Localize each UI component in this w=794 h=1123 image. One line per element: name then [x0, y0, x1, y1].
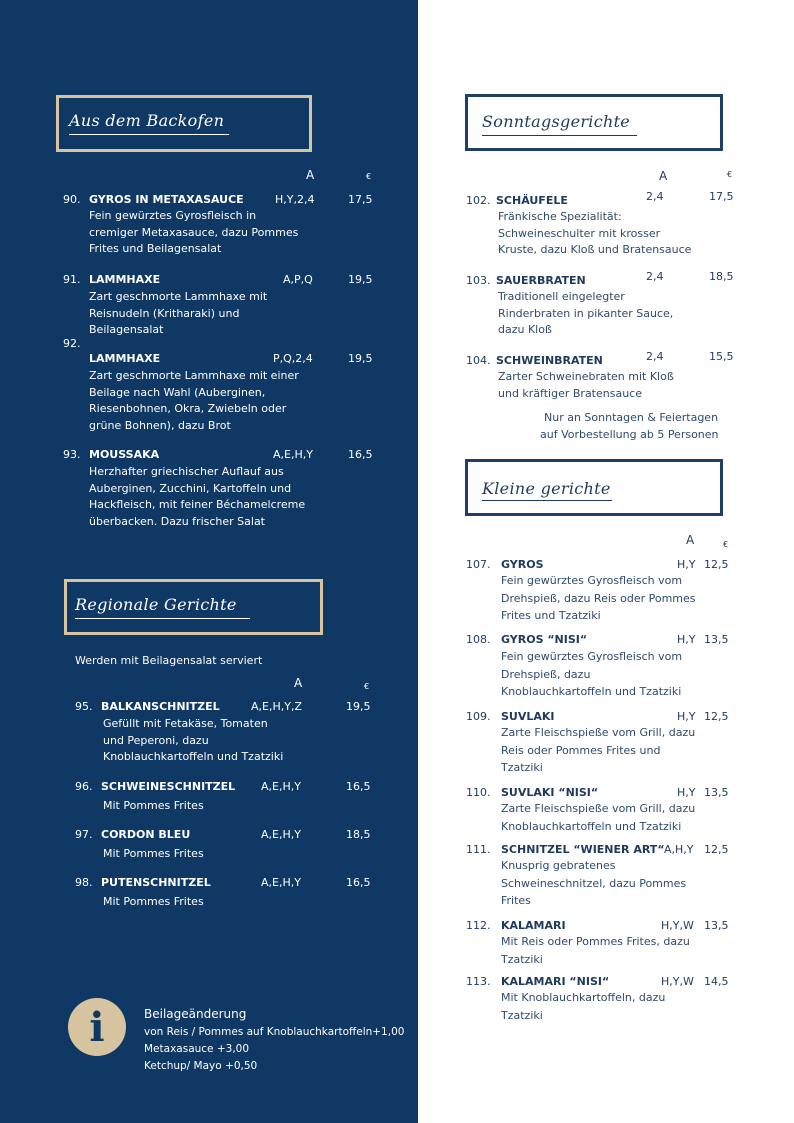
item-price: 16,5	[348, 448, 373, 461]
item-name: SCHWEINBRATEN	[496, 354, 603, 367]
item-name: MOUSSAKA	[89, 448, 160, 461]
item-name: SCHÄUFELE	[496, 194, 568, 207]
item-price: 15,5	[709, 350, 734, 363]
item-allergens: A,E,H,Y	[261, 828, 301, 841]
title-underline	[482, 135, 637, 136]
item-description: Mit Reis oder Pommes Frites, dazu Tzatziki	[501, 935, 690, 966]
item-allergens: P,Q,2,4	[273, 352, 313, 365]
info-line: Ketchup/ Mayo +0,50	[144, 1060, 258, 1072]
item-allergens: 2,4	[646, 270, 664, 283]
item-number: 104.	[466, 354, 491, 367]
sonntag-note: auf Vorbestellung ab 5 Personen	[540, 428, 719, 441]
item-price: 19,5	[348, 273, 373, 286]
item-description: Mit Knoblauchkartoffeln, dazu Tzatziki	[501, 991, 666, 1022]
item-price: 13,5	[704, 633, 729, 646]
item-description: Mit Pommes Frites	[103, 895, 204, 908]
item-number: 109.	[466, 710, 491, 723]
item-number: 90.	[63, 193, 81, 206]
item-number: 95.	[75, 700, 93, 713]
item-number: 110.	[466, 786, 491, 799]
item-allergens: H,Y	[677, 633, 696, 646]
item-price: 13,5	[704, 919, 729, 932]
item-allergens: H,Y,W	[661, 919, 694, 932]
item-price: 13,5	[704, 786, 729, 799]
item-name: GYROS “NISI“	[501, 633, 588, 646]
item-number: 103.	[466, 274, 491, 287]
info-line: von Reis / Pommes auf Knoblauchkartoffeln+1,00	[144, 1026, 405, 1038]
item-name: SUVLAKI	[501, 710, 555, 723]
item-price: 16,5	[346, 780, 371, 793]
item-allergens: H,Y,2,4	[275, 193, 315, 206]
item-number: 91.	[63, 273, 81, 286]
item-description: Zart geschmorte Lammhaxe mit einer Beilage nach Wahl (Auberginen, Riesenbohnen, Okra, Zwiebeln oder grüne Bohnen), dazu Brot	[89, 369, 299, 432]
item-price: 14,5	[704, 975, 729, 988]
sonntag-note: Nur an Sonntagen & Feiertagen	[544, 411, 719, 424]
item-allergens: A,E,H,Y	[261, 876, 301, 889]
item-description: Zart geschmorte Lammhaxe mit Reisnudeln (Kritharaki) und Beilagensalat	[89, 290, 268, 336]
item-allergens: 2,4	[646, 350, 664, 363]
item-price: 17,5	[709, 190, 734, 203]
item-price: 12,5	[704, 843, 729, 856]
item-description: Zarte Fleischspieße vom Grill, dazu Knoblauchkartoffeln und Tzatziki	[501, 802, 696, 833]
item-name: LAMMHAXE	[89, 352, 161, 365]
item-price: 19,5	[346, 700, 371, 713]
column-header-price: €	[727, 170, 733, 179]
section-header-kleine	[465, 459, 723, 516]
item-price: 18,5	[709, 270, 734, 283]
item-name: KALAMARI “NISI“	[501, 975, 610, 988]
item-allergens: A,H,Y	[664, 843, 694, 856]
section-header-regionale	[64, 579, 323, 635]
item-allergens: 2,4	[646, 190, 664, 203]
item-number: 97.	[75, 828, 93, 841]
item-price: 17,5	[348, 193, 373, 206]
item-description: Fein gewürztes Gyrosfleisch in cremiger Metaxasauce, dazu Pommes Frites und Beilagensalat	[89, 209, 299, 255]
item-allergens: H,Y	[677, 786, 696, 799]
column-header-price: €	[723, 540, 729, 549]
item-number: 111.	[466, 843, 491, 856]
item-number: 112.	[466, 919, 491, 932]
info-icon: i	[68, 998, 126, 1056]
info-title: Beilageänderung	[144, 1007, 247, 1021]
item-allergens: H,Y	[677, 710, 696, 723]
section-title-regionale: Regionale Gerichte	[75, 595, 237, 614]
section-title-sonntag: Sonntagsgerichte	[482, 112, 631, 131]
item-description: Fein gewürztes Gyrosfleisch vom Drehspieß, dazu Knoblauchkartoffeln und Tzatziki	[501, 650, 683, 699]
item-description: Gefüllt mit Fetakäse, Tomaten und Peperoni, dazu Knoblauchkartoffeln und Tzatziki	[103, 717, 284, 763]
column-header-price: €	[366, 172, 372, 181]
title-underline	[75, 618, 250, 619]
item-name: SAUERBRATEN	[496, 274, 586, 287]
item-price: 12,5	[704, 710, 729, 723]
item-description: Traditionell eingelegter Rinderbraten in pikanter Sauce, dazu Kloß	[498, 290, 674, 336]
item-name: SCHNITZEL “WIENER ART“	[501, 843, 665, 856]
item-price: 18,5	[346, 828, 371, 841]
section-header-sonntag	[465, 94, 723, 151]
item-number: 113.	[466, 975, 491, 988]
item-name: GYROS	[501, 558, 544, 571]
item-number: 92.	[63, 337, 81, 350]
item-name: BALKANSCHNITZEL	[101, 700, 220, 713]
item-number: 107.	[466, 558, 491, 571]
item-name: GYROS IN METAXASAUCE	[89, 193, 244, 206]
item-name: KALAMARI	[501, 919, 566, 932]
item-price: 19,5	[348, 352, 373, 365]
item-allergens: H,Y	[677, 558, 696, 571]
item-description: Fränkische Spezialität: Schweineschulter mit krosser Kruste, dazu Kloß und Bratensauce	[498, 210, 692, 256]
section-header-backofen	[56, 95, 312, 152]
section-title-kleine: Kleine gerichte	[482, 479, 611, 498]
title-underline	[69, 134, 229, 135]
section-title-backofen: Aus dem Backofen	[69, 111, 225, 130]
item-name: SUVLAKI “NISI“	[501, 786, 599, 799]
item-name: PUTENSCHNITZEL	[101, 876, 211, 889]
item-description: Zarte Fleischspieße vom Grill, dazu Reis oder Pommes Frites und Tzatziki	[501, 726, 696, 775]
item-allergens: A,E,H,Y	[261, 780, 301, 793]
item-number: 102.	[466, 194, 491, 207]
item-number: 96.	[75, 780, 93, 793]
item-allergens: H,Y,W	[661, 975, 694, 988]
item-number: 98.	[75, 876, 93, 889]
item-name: LAMMHAXE	[89, 273, 161, 286]
section-note: Werden mit Beilagensalat serviert	[75, 654, 263, 667]
item-description: Fein gewürztes Gyrosfleisch vom Drehspieß, dazu Reis oder Pommes Frites und Tzatziki	[501, 574, 696, 623]
item-number: 108.	[466, 633, 491, 646]
info-line: Metaxasauce +3,00	[144, 1043, 250, 1055]
column-header-allergens: A	[686, 533, 695, 547]
title-underline	[482, 500, 612, 501]
item-price: 16,5	[346, 876, 371, 889]
column-header-price: €	[364, 682, 370, 691]
item-description: Herzhafter griechischer Auflauf aus Auberginen, Zucchini, Kartoffeln und Hackfleisch, mit feiner Béchamelcreme überbacken. Dazu frischer Salat	[89, 465, 306, 528]
column-header-allergens: A	[659, 169, 668, 183]
item-name: CORDON BLEU	[101, 828, 191, 841]
item-description: Mit Pommes Frites	[103, 847, 204, 860]
item-description: Knusprig gebratenes Schweineschnitzel, dazu Pommes Frites	[501, 859, 687, 908]
item-number: 93.	[63, 448, 81, 461]
column-header-allergens: A	[294, 676, 303, 690]
item-allergens: A,E,H,Y	[273, 448, 313, 461]
item-allergens: A,P,Q	[283, 273, 313, 286]
column-header-allergens: A	[306, 168, 315, 182]
item-description: Zarter Schweinebraten mit Kloß und kräftiger Bratensauce	[498, 370, 674, 400]
item-description: Mit Pommes Frites	[103, 799, 204, 812]
item-name: SCHWEINESCHNITZEL	[101, 780, 236, 793]
item-allergens: A,E,H,Y,Z	[251, 700, 302, 713]
item-price: 12,5	[704, 558, 729, 571]
